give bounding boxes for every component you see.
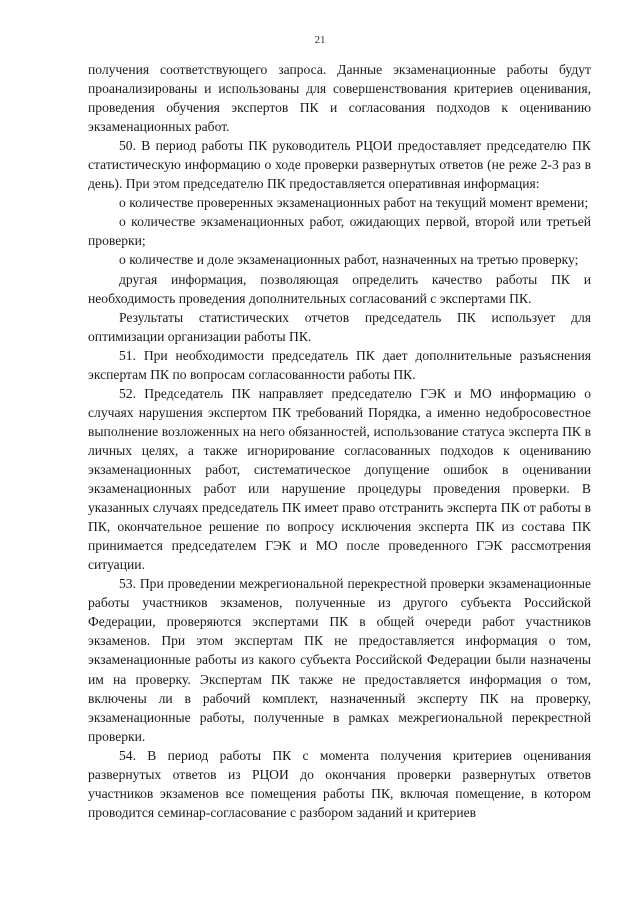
paragraph-item-53: 53. При проведении межрегиональной перекрестной проверки экзаменационные работы участников экзаменов, полученные из другого субъекта Российской Федерации, проверяются экспертами ПК в общей очереди работ участников экзаменов. При этом экспертам ПК не предоставляется информация о том, экзаменационные работы из какого субъекта Российской Федерации были назначены им на проверку. Экспертам ПК также не предоставляется информация о том, включены ли в рабочий комплект, назначенный эксперту ПК на проверку, экзаменационные работы, полученные в рамках межрегиональной перекрестной проверки. xyxy=(88,576,591,744)
paragraph-item-51: 51. При необходимости председатель ПК дает дополнительные разъяснения экспертам ПК по вопросам согласованности работы ПК. xyxy=(88,347,591,382)
document-body xyxy=(88,60,591,822)
page-number: 21 xyxy=(314,34,326,46)
paragraph-item-54: 54. В период работы ПК с момента получения критериев оценивания развернутых ответов из РЦОИ до окончания проверки развернутых ответов участников экзаменов все помещения работы ПК, включая помещение, в котором проводится семинар-согласование с разбором заданий и критериев xyxy=(88,747,591,820)
paragraph-continuation: получения соответствующего запроса. Данные экзаменационные работы будут проанализированы и использованы для совершенствования критериев оценивания, проведения обучения экспертов ПК и согласования подходов к оцениванию экзаменационных работ. xyxy=(88,62,591,135)
paragraph-statistics-usage: Результаты статистических отчетов председатель ПК использует для оптимизации организации работы ПК. xyxy=(88,309,591,344)
paragraph-item-50: 50. В период работы ПК руководитель РЦОИ предоставляет председателю ПК статистическую информацию о ходе проверки развернутых ответов (не реже 2-3 раз в день). При этом председателю ПК предоставляется оперативная информация: xyxy=(88,138,591,192)
list-item-third-check: о количестве и доле экзаменационных работ, назначенных на третью проверку; xyxy=(119,252,579,268)
list-item-checked-works: о количестве проверенных экзаменационных работ на текущий момент времени; xyxy=(119,195,589,211)
list-item-other-info: другая информация, позволяющая определить качество работы ПК и необходимость проведения дополнительных согласований с экспертами ПК. xyxy=(88,271,591,306)
list-item-pending-works: о количестве экзаменационных работ, ожидающих первой, второй или третьей проверки; xyxy=(88,214,591,249)
paragraph-item-52: 52. Председатель ПК направляет председателю ГЭК и МО информацию о случаях нарушения экспертом ПК требований Порядка, а именно недобросовестное выполнение возложенных на него обязанностей, использование статуса эксперта ПК в личных целях, а также игнорирование согласованных подходов к оцениванию экзаменационных работ, систематическое допущение ошибок в оценивании экзаменационных работ или нарушение процедуры проведения проверки. В указанных случаях председатель ПК имеет право отстранить эксперта ПК от работы в ПК, окончательное решение по вопросу исключения эксперта ПК из состава ПК принимается председателем ГЭК и МО после проведенного ГЭК рассмотрения ситуации. xyxy=(88,385,591,573)
